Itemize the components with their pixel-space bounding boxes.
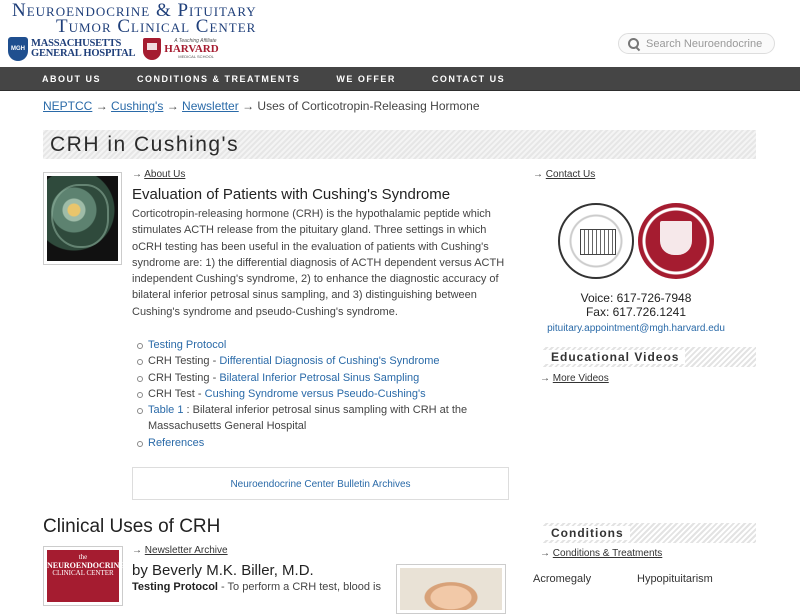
brain-mri-icon	[47, 176, 118, 261]
mgh-logo-line1: MASSACHUSETTS	[31, 38, 122, 49]
breadcrumb-home[interactable]: NEPTCC	[43, 99, 93, 113]
list-item	[148, 435, 508, 451]
contact-us-link[interactable]: Contact Us	[545, 169, 596, 180]
testing-protocol-label: Testing Protocol	[132, 581, 218, 593]
newsletter-sub: CLINICAL CENTER	[52, 569, 114, 577]
section-title-clinical-uses: Clinical Uses of CRH	[43, 516, 221, 537]
nav-we-offer[interactable]: WE OFFER	[336, 74, 396, 84]
link-prefix: CRH Testing -	[148, 371, 220, 384]
breadcrumb-cushings[interactable]: Cushing's	[111, 99, 164, 113]
list-item	[148, 337, 508, 353]
nav-conditions-treatments[interactable]: CONDITIONS & TREATMENTS	[137, 74, 301, 84]
ipss-link[interactable]: Bilateral Inferior Petrosal Sinus Sampling	[219, 371, 420, 384]
list-item	[148, 353, 508, 369]
more-videos-link[interactable]: More Videos	[552, 373, 609, 384]
nav-contact-us[interactable]: CONTACT US	[431, 74, 506, 84]
references-link[interactable]: References	[148, 436, 205, 449]
videos-heading: Educational Videos	[543, 350, 685, 364]
bulletin-archives-link[interactable]: Neuroendocrine Center Bulletin Archives	[230, 479, 411, 490]
conditions-link-row	[540, 548, 662, 559]
link-prefix: CRH Testing -	[148, 355, 220, 368]
testing-protocol-body: - To perform a CRH test, blood is	[217, 581, 381, 593]
breadcrumb-separator: →	[166, 99, 179, 113]
harvard-logo-text: HARVARD	[164, 43, 219, 55]
link-suffix: : Bilateral inferior petrosal sinus sampling with CRH at the Massachusetts General Hospital	[148, 404, 468, 433]
article-links	[148, 337, 508, 451]
breadcrumb-current: Uses of Corticotropin-Releasing Hormone	[257, 99, 480, 113]
search-box	[618, 33, 775, 54]
contact-link-row	[533, 169, 595, 180]
harvard-school-text: MEDICAL SCHOOL	[178, 54, 214, 59]
testing-protocol-text	[132, 581, 381, 593]
site-title-line1[interactable]: Neuroendocrine & Pituitary	[12, 0, 257, 21]
arrow-icon: →	[540, 548, 550, 559]
testing-protocol-link[interactable]: Testing Protocol	[148, 339, 227, 351]
article-heading: Evaluation of Patients with Cushing's Syndrome	[132, 186, 451, 203]
link-prefix: CRH Test -	[148, 387, 205, 400]
newsletter-name: NEUROENDOCRINE	[47, 561, 125, 570]
byline: by Beverly M.K. Biller, M.D.	[132, 562, 314, 579]
table-1-link[interactable]: Table 1	[148, 404, 184, 417]
conditions-treatments-link[interactable]: Conditions & Treatments	[552, 548, 663, 559]
breadcrumb-newsletter[interactable]: Newsletter	[182, 99, 239, 113]
institution-seals	[558, 203, 714, 281]
about-us-link[interactable]: About Us	[144, 169, 186, 180]
logos	[8, 36, 219, 62]
contact-phones	[533, 291, 739, 319]
newsletter-archive-row	[132, 545, 228, 556]
list-item	[148, 370, 508, 386]
site-title-line2[interactable]: Tumor Clinical Center	[56, 16, 257, 37]
main-article	[132, 186, 512, 320]
fax-number: Fax: 617.726.1241	[585, 305, 687, 319]
conditions-heading: Conditions	[543, 526, 630, 540]
mgh-seal-text: MGH	[11, 46, 25, 52]
nav-about-us[interactable]: ABOUT US	[42, 74, 101, 84]
site-title[interactable]	[12, 0, 257, 37]
newsletter-cover-icon	[47, 550, 125, 602]
article-body: Corticotropin-releasing hormone (CRH) is the hypothalamic peptide which stimulates ACTH release from the pituitary gland. Three settings in which oCRH testing has been useful in the evaluation of patients with Cushing's syndrome are: 1) the differential diagnosis of ACTH dependent versus ACTH independent Cushing's syndrome, 2) to enhance the diagnostic accuracy of bilateral inferior petrosal sinus sampling, and 3) distinguishing between Cushing's syndrome and pseudo-Cushing's syndrome.	[132, 208, 505, 318]
search-icon[interactable]	[625, 35, 643, 53]
arrow-icon: →	[540, 373, 550, 384]
search-input[interactable]	[646, 38, 771, 50]
breadcrumb	[43, 99, 480, 113]
videos-heading-bar	[543, 347, 756, 367]
author-photo	[396, 564, 506, 614]
page-title: CRH in Cushing's	[50, 133, 240, 156]
condition-hypopituitarism[interactable]: Hypopituitarism	[637, 573, 713, 585]
bulletin-box	[132, 467, 509, 500]
arrow-icon: →	[132, 545, 142, 556]
voice-number: Voice: 617-726-7948	[580, 291, 692, 305]
videos-link-row	[540, 373, 609, 384]
newsletter-cover	[43, 546, 123, 606]
mgh-logo-text[interactable]	[31, 39, 135, 59]
arrow-icon: →	[533, 169, 543, 180]
list-item	[148, 402, 508, 435]
harvard-shield-icon[interactable]	[143, 38, 161, 60]
author-portrait-icon	[400, 568, 502, 610]
arrow-icon: →	[132, 169, 142, 180]
differential-diagnosis-link[interactable]: Differential Diagnosis of Cushing's Syndrome	[219, 355, 440, 368]
condition-acromegaly[interactable]: Acromegaly	[533, 573, 592, 585]
harvard-logo[interactable]	[164, 37, 218, 61]
list-item	[148, 386, 508, 402]
newsletter-the: the	[78, 553, 88, 561]
harvard-seal-icon	[638, 203, 714, 279]
about-us-link-row	[132, 169, 185, 180]
page-title-bar	[43, 130, 756, 159]
harvard-affiliate-text: A Teaching Affiliate	[174, 38, 217, 44]
site-header	[0, 0, 800, 66]
newsletter-archive-link[interactable]: Newsletter Archive	[144, 545, 228, 556]
mgh-seal-icon	[558, 203, 634, 279]
mri-image	[43, 172, 122, 265]
pseudo-cushings-link[interactable]: Cushing Syndrome versus Pseudo-Cushing's	[204, 387, 426, 400]
mgh-logo-icon[interactable]	[8, 37, 28, 61]
breadcrumb-separator: →	[95, 99, 108, 113]
main-nav	[0, 67, 800, 91]
conditions-heading-bar	[543, 523, 756, 543]
breadcrumb-separator: →	[242, 99, 255, 113]
conditions-list	[533, 573, 748, 585]
mgh-logo-line2: GENERAL HOSPITAL	[31, 48, 136, 59]
email-link[interactable]: pituitary.appointment@mgh.harvard.edu	[547, 323, 725, 334]
